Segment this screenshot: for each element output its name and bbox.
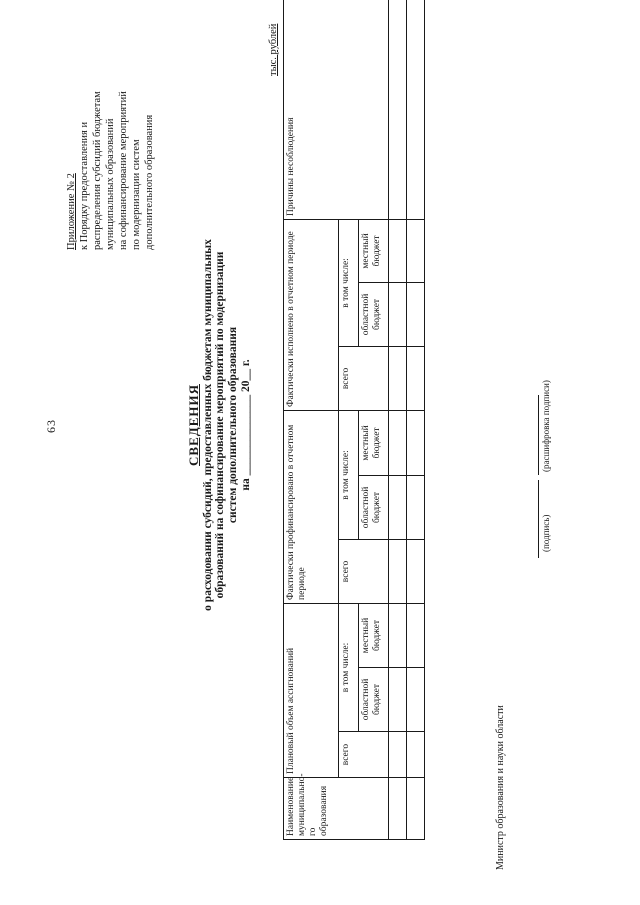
title-line: систем дополнительного образования [226,326,239,524]
title-line: о расходовании субсидий, предоставленных бюджетам муниципальных [201,239,214,611]
appendix-line: дополнительного образования [144,114,155,250]
appendix-line: на софинансирование мероприятий [118,91,129,250]
appendix-line: распределения субсидий бюджетам [92,91,103,250]
appendix-line: муниципальных образований [105,118,116,250]
table-cell [389,475,407,539]
header-local: местный бюджет [359,219,389,282]
table-cell [389,282,407,346]
table-cell [389,778,407,840]
header-local: местный бюджет [359,410,389,475]
header-total: всего [339,539,389,603]
header-executed: Фактически исполнено в отчетном периоде [284,219,339,410]
table-cell [389,668,407,732]
appendix-line: к Порядку предоставления и [79,121,90,250]
appendix-line: по модернизации систем [131,139,142,250]
table-cell [389,603,407,667]
header-regional: областной бюджет [359,475,389,539]
table-cell [407,778,425,840]
table-cell [389,732,407,778]
table-cell [407,219,425,282]
header-financed: Фактически профинансировано в отчетном периоде [284,410,339,603]
document-title [188,65,253,785]
decode-caption: (расшифровка подписи) [541,380,551,472]
table-cell [407,603,425,667]
table-row [407,0,425,840]
header-regional: областной бюджет [359,668,389,732]
table-cell [407,668,425,732]
header-regional: областной бюджет [359,282,389,346]
header-municipality: Наименование муниципально-го образования [284,778,389,840]
title-line: образований на софинансирование мероприятий по модернизации [214,251,226,599]
table-cell [389,346,407,410]
table-cell [389,539,407,603]
header-total: всего [339,732,389,778]
table-cell [389,410,407,475]
table-cell [389,0,407,219]
minister-title: Министр образования и науки области [495,705,506,870]
header-total: всего [339,346,389,410]
title-main: СВЕДЕНИЯ [186,384,201,466]
signature-caption: (подпись) [541,514,551,552]
report-table [283,0,425,840]
table-cell [407,539,425,603]
table-cell [407,475,425,539]
table-cell [389,219,407,282]
header-planned: Плановый объем ассигнований [284,603,339,777]
header-local: местный бюджет [359,603,389,667]
table-cell [407,0,425,219]
unit-label: тыс. рублей [268,23,279,76]
page-number: 63 [44,419,58,433]
table-cell [407,732,425,778]
table-row [389,0,407,840]
appendix-note [65,10,156,250]
header-reasons: Причины несоблюдения [284,0,389,219]
appendix-line: Приложение № 2 [66,173,77,250]
table-cell [407,410,425,475]
signature-line [538,480,539,558]
header-including: в том числе: [339,410,359,539]
title-date: на ______________ 20__ г. [240,359,252,491]
header-including: в том числе: [339,219,359,346]
table-cell [407,346,425,410]
table-cell [407,282,425,346]
decode-line [538,395,539,475]
header-including: в том числе: [339,603,359,731]
